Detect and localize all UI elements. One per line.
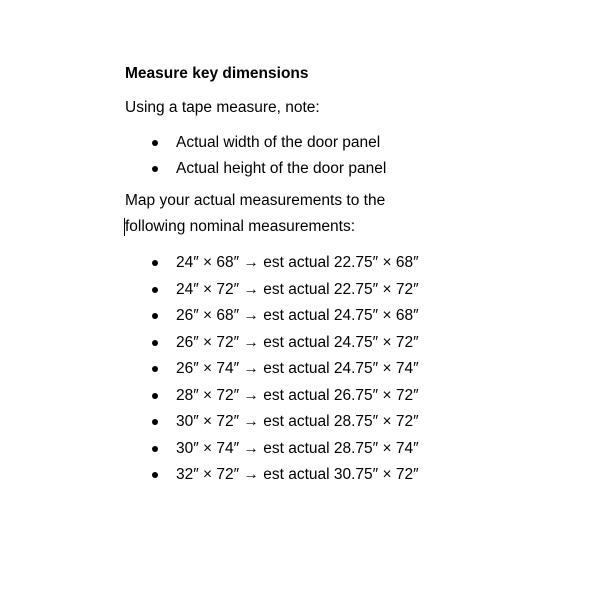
list-item [125, 436, 445, 463]
bullet-icon [152, 140, 158, 146]
list-item [125, 130, 445, 156]
list-item [125, 156, 445, 182]
list-item [125, 383, 445, 410]
text-cursor-icon [124, 218, 125, 236]
map-paragraph [125, 188, 445, 240]
nominal-list [125, 250, 445, 489]
intro-paragraph: Using a tape measure, note: [125, 99, 320, 116]
bullet-icon [152, 446, 158, 452]
bullet-icon [152, 287, 158, 293]
list-item-text: 30″ × 72″ → est actual 28.75″ × 72″ [176, 413, 419, 430]
list-item-text: 26″ × 72″ → est actual 24.75″ × 72″ [176, 333, 419, 351]
measure-list [125, 130, 445, 182]
bullet-icon [152, 472, 158, 478]
bullet-icon [152, 313, 158, 319]
map-line-2: following nominal measurements: [125, 218, 356, 235]
list-item-text: 30″ × 74″ → est actual 28.75″ × 74″ [176, 439, 419, 457]
list-item-text: 26″ × 74″ → est actual 24.75″ × 74″ [176, 360, 419, 377]
list-item-text: 32″ × 72″ → est actual 30.75″ × 72″ [176, 466, 419, 483]
list-item-text: Actual width of the door panel [176, 134, 381, 151]
list-item-text: 24″ × 72″ → est actual 22.75″ × 72″ [176, 280, 419, 298]
list-item [125, 330, 445, 357]
bullet-icon [152, 419, 158, 425]
bullet-icon [152, 166, 158, 172]
section-heading: Measure key dimensions [125, 65, 309, 82]
list-item [125, 250, 445, 277]
list-item [125, 277, 445, 304]
list-item [125, 409, 445, 436]
list-item-text: 28″ × 72″ → est actual 26.75″ × 72″ [176, 386, 419, 404]
bullet-icon [152, 366, 158, 372]
list-item-text: 24″ × 68″ → est actual 22.75″ × 68″ [176, 254, 419, 271]
list-item [125, 356, 445, 383]
map-line-1: Map your actual measurements to the [125, 192, 386, 209]
list-item [125, 303, 445, 330]
bullet-icon [152, 393, 158, 399]
document-body[interactable] [125, 63, 445, 495]
bullet-icon [152, 260, 158, 266]
list-item [125, 462, 445, 489]
list-item-text: Actual height of the door panel [176, 160, 387, 177]
list-item-text: 26″ × 68″ → est actual 24.75″ × 68″ [176, 307, 419, 324]
bullet-icon [152, 340, 158, 346]
